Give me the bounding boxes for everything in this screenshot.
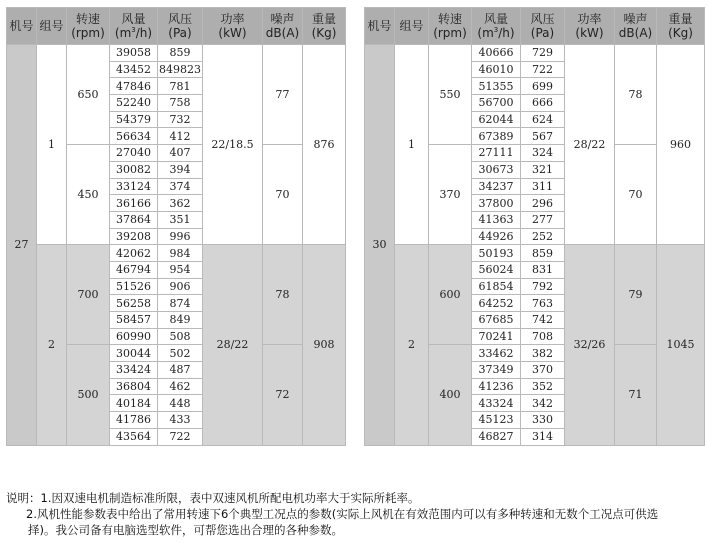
pressure-value: 722 xyxy=(158,428,203,445)
pressure-value: 508 xyxy=(158,328,203,345)
header-zaosheng: 噪声 dB(A) xyxy=(263,8,303,45)
noise-value: 79 xyxy=(615,245,657,345)
airflow-value: 45123 xyxy=(472,412,521,429)
airflow-value: 34237 xyxy=(472,178,521,195)
pressure-value: 699 xyxy=(521,78,565,95)
pressure-value: 742 xyxy=(521,312,565,329)
airflow-value: 30673 xyxy=(472,161,521,178)
pressure-value: 758 xyxy=(158,95,203,112)
pressure-value: 781 xyxy=(158,78,203,95)
airflow-value: 37864 xyxy=(110,211,158,228)
speed-rpm: 550 xyxy=(429,45,472,145)
speed-rpm: 450 xyxy=(67,145,110,245)
pressure-value: 314 xyxy=(521,428,565,445)
noise-value: 78 xyxy=(615,45,657,145)
airflow-value: 56634 xyxy=(110,128,158,145)
pressure-value: 407 xyxy=(158,145,203,162)
pressure-value: 330 xyxy=(521,412,565,429)
airflow-value: 52240 xyxy=(110,95,158,112)
airflow-value: 42062 xyxy=(110,245,158,262)
table-row xyxy=(365,245,705,262)
airflow-value: 62044 xyxy=(472,111,521,128)
pressure-value: 831 xyxy=(521,261,565,278)
pressure-value: 708 xyxy=(521,328,565,345)
pressure-value: 732 xyxy=(158,111,203,128)
noise-value: 77 xyxy=(263,45,303,145)
machine-number: 27 xyxy=(7,45,37,446)
noise-value: 72 xyxy=(263,345,303,445)
pressure-value: 874 xyxy=(158,295,203,312)
speed-rpm: 400 xyxy=(429,345,472,445)
pressure-value: 342 xyxy=(521,395,565,412)
weight-value: 960 xyxy=(657,45,705,245)
airflow-value: 44926 xyxy=(472,228,521,245)
airflow-value: 43564 xyxy=(110,428,158,445)
power-value: 32/26 xyxy=(565,245,615,445)
pressure-value: 487 xyxy=(158,362,203,379)
airflow-value: 58457 xyxy=(110,312,158,329)
airflow-value: 51526 xyxy=(110,278,158,295)
airflow-value: 56024 xyxy=(472,261,521,278)
pressure-value: 624 xyxy=(521,111,565,128)
right-spec-table xyxy=(364,7,705,446)
left-spec-table xyxy=(6,7,346,446)
header-gonglv: 功率 (kW) xyxy=(203,8,263,45)
airflow-value: 40184 xyxy=(110,395,158,412)
pressure-value: 906 xyxy=(158,278,203,295)
pressure-value: 321 xyxy=(521,161,565,178)
table-row xyxy=(7,45,346,62)
pressure-value: 502 xyxy=(158,345,203,362)
airflow-value: 43324 xyxy=(472,395,521,412)
airflow-value: 37349 xyxy=(472,362,521,379)
notes xyxy=(6,490,706,538)
airflow-value: 36804 xyxy=(110,378,158,395)
airflow-value: 40666 xyxy=(472,45,521,62)
pressure-value: 859 xyxy=(521,245,565,262)
airflow-value: 54379 xyxy=(110,111,158,128)
header-gonglv: 功率 (kW) xyxy=(565,8,615,45)
airflow-value: 33424 xyxy=(110,362,158,379)
pressure-value: 763 xyxy=(521,295,565,312)
pressure-value: 311 xyxy=(521,178,565,195)
pressure-value: 792 xyxy=(521,278,565,295)
group-number: 1 xyxy=(395,45,429,245)
table-row xyxy=(365,45,705,62)
airflow-value: 67389 xyxy=(472,128,521,145)
header-fengya: 风压 (Pa) xyxy=(158,8,203,45)
pressure-value: 996 xyxy=(158,228,203,245)
airflow-value: 39058 xyxy=(110,45,158,62)
airflow-value: 41236 xyxy=(472,378,521,395)
pressure-value: 462 xyxy=(158,378,203,395)
pressure-value: 370 xyxy=(521,362,565,379)
airflow-value: 46794 xyxy=(110,261,158,278)
header-jihao: 机号 xyxy=(7,8,37,45)
noise-value: 70 xyxy=(263,145,303,245)
airflow-value: 41786 xyxy=(110,412,158,429)
pressure-value: 666 xyxy=(521,95,565,112)
airflow-value: 56258 xyxy=(110,295,158,312)
pressure-value: 296 xyxy=(521,195,565,212)
pressure-value: 729 xyxy=(521,45,565,62)
header-row xyxy=(365,8,705,45)
header-fengliang: 风量 $(m^3/h)$ xyxy=(472,8,521,45)
pressure-value: 567 xyxy=(521,128,565,145)
speed-rpm: 500 xyxy=(67,345,110,445)
header-zhuansu: 转速 (rpm) xyxy=(429,8,472,45)
pressure-value: 351 xyxy=(158,211,203,228)
airflow-value: 27040 xyxy=(110,145,158,162)
pressure-value: 324 xyxy=(521,145,565,162)
airflow-value: 67685 xyxy=(472,312,521,329)
weight-value: 908 xyxy=(303,245,346,445)
power-value: 28/22 xyxy=(203,245,263,445)
pressure-value: 448 xyxy=(158,395,203,412)
pressure-value: 252 xyxy=(521,228,565,245)
airflow-value: 27111 xyxy=(472,145,521,162)
pressure-value: 382 xyxy=(521,345,565,362)
pressure-value: 412 xyxy=(158,128,203,145)
pressure-value: 362 xyxy=(158,195,203,212)
airflow-value: 70241 xyxy=(472,328,521,345)
table-row xyxy=(7,245,346,262)
note-line-3: 择)。我公司备有电脑选型软件，可帮您选出合理的各种参数。 xyxy=(28,523,343,537)
header-zaosheng: 噪声 dB(A) xyxy=(615,8,657,45)
header-fengliang: 风量 $(m^3/h)$ xyxy=(110,8,158,45)
pressure-value: 984 xyxy=(158,245,203,262)
airflow-value: 30082 xyxy=(110,161,158,178)
speed-rpm: 650 xyxy=(67,45,110,145)
pressure-value: 859 xyxy=(158,45,203,62)
speed-rpm: 700 xyxy=(67,245,110,345)
airflow-value: 33124 xyxy=(110,178,158,195)
airflow-value: 39208 xyxy=(110,228,158,245)
airflow-value: 64252 xyxy=(472,295,521,312)
header-jihao: 机号 xyxy=(365,8,395,45)
header-zhongliang: 重量 (Kg) xyxy=(303,8,346,45)
pressure-value: 954 xyxy=(158,261,203,278)
airflow-value: 56700 xyxy=(472,95,521,112)
airflow-value: 36166 xyxy=(110,195,158,212)
airflow-value: 50193 xyxy=(472,245,521,262)
header-zuhao: 组号 xyxy=(37,8,67,45)
airflow-value: 33462 xyxy=(472,345,521,362)
noise-value: 78 xyxy=(263,245,303,345)
power-value: 22/18.5 xyxy=(203,45,263,245)
power-value: 28/22 xyxy=(565,45,615,245)
speed-rpm: 370 xyxy=(429,145,472,245)
pressure-value: 394 xyxy=(158,161,203,178)
group-number: 1 xyxy=(37,45,67,245)
header-zhongliang: 重量 (Kg) xyxy=(657,8,705,45)
pressure-value: 722 xyxy=(521,61,565,78)
group-number: 2 xyxy=(37,245,67,445)
speed-rpm: 600 xyxy=(429,245,472,345)
noise-value: 70 xyxy=(615,145,657,245)
airflow-value: 46010 xyxy=(472,61,521,78)
note-line-2: 2.风机性能参数表中给出了常用转速下6个典型工况点的参数(实际上风机在有效范围内可以有多种转速和无数个工况点可供选 xyxy=(26,507,659,521)
header-zuhao: 组号 xyxy=(395,8,429,45)
header-fengya: 风压 (Pa) xyxy=(521,8,565,45)
pressure-value: 352 xyxy=(521,378,565,395)
pressure-value: 277 xyxy=(521,211,565,228)
airflow-value: 41363 xyxy=(472,211,521,228)
pressure-value: 374 xyxy=(158,178,203,195)
airflow-value: 43452 xyxy=(110,61,158,78)
pressure-value: 849823 xyxy=(159,63,201,77)
airflow-value: 60990 xyxy=(110,328,158,345)
header-zhuansu: 转速 (rpm) xyxy=(67,8,110,45)
pressure-value: 849 xyxy=(158,312,203,329)
pressure-value: 433 xyxy=(158,412,203,429)
airflow-value: 51355 xyxy=(472,78,521,95)
machine-number: 30 xyxy=(365,45,395,446)
note-line-1: 说明：1.因双速电机制造标准所限，表中双速风机所配电机功率大于实际所耗率。 xyxy=(6,491,420,505)
airflow-value: 47846 xyxy=(110,78,158,95)
weight-value: 1045 xyxy=(657,245,705,445)
airflow-value: 30044 xyxy=(110,345,158,362)
group-number: 2 xyxy=(395,245,429,445)
airflow-value: 46827 xyxy=(472,428,521,445)
airflow-value: 61854 xyxy=(472,278,521,295)
weight-value: 876 xyxy=(303,45,346,245)
airflow-value: 37800 xyxy=(472,195,521,212)
header-row xyxy=(7,8,346,45)
noise-value: 71 xyxy=(615,345,657,445)
